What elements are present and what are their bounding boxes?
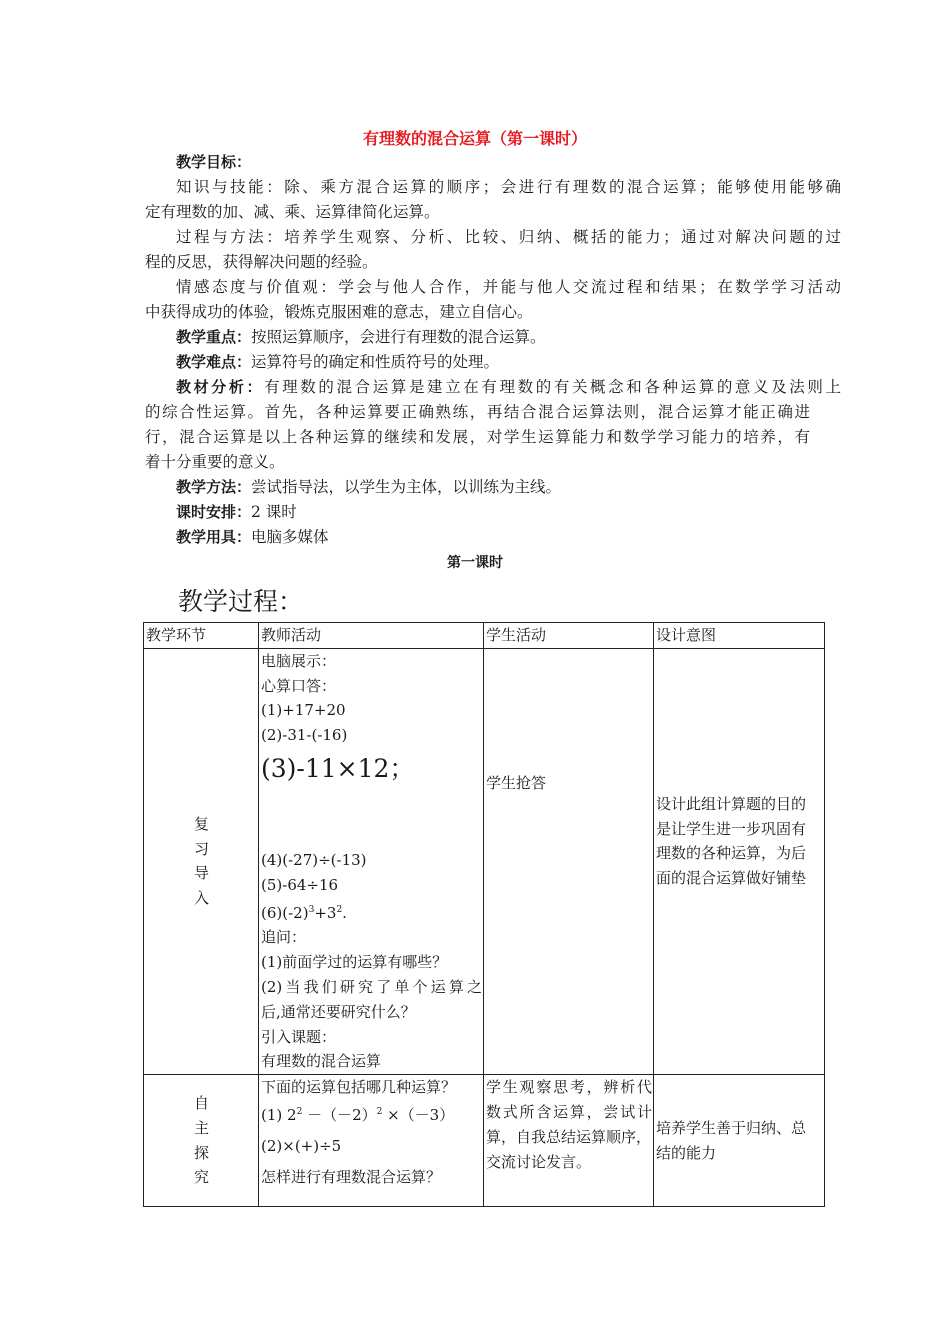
difficulty-label: 教学难点： (176, 353, 252, 371)
teacher-line: 怎样进行有理数混合运算？ (261, 1167, 442, 1186)
teacher-line: 下面的运算包括哪几种运算？ (261, 1078, 457, 1097)
exercise-1: (1)+17+20 (261, 701, 346, 720)
exercise-6: $(6)(-2)^3+3^2$. (261, 903, 347, 922)
stage-review (144, 648, 259, 1074)
teacher-line: 后,通常还要研究什么？ (261, 1002, 416, 1021)
header-stage: 教学环节 (144, 623, 259, 649)
stage-explore-char-3: 探 (193, 1143, 209, 1162)
teacher-line: (2)当我们研究了单个运算之 (261, 977, 482, 996)
intent-line: 面的混合运算做好铺垫 (656, 869, 807, 888)
analysis-line3: 行，混合运算是以上各种运算的继续和发展，对学生运算能力和数学学习能力的培养，有 (145, 428, 810, 446)
process-title: 教学过程： (178, 587, 304, 616)
header-student: 学生活动 (484, 623, 654, 649)
analysis-line1 (145, 375, 841, 400)
teacher-line: 追问： (261, 928, 307, 947)
tools-label: 教学用具： (176, 528, 252, 546)
objective-attitude-line2: 中获得成功的体验，锻炼克服困难的意志，建立自信心。 (145, 303, 533, 321)
student-line: 交流讨论发言。 (486, 1152, 592, 1171)
analysis-line4: 着十分重要的意义。 (145, 453, 285, 471)
teacher-line: 电脑展示： (261, 651, 337, 670)
table-header-row (144, 623, 825, 649)
stage-review-char-2: 习 (193, 839, 209, 858)
intent-line: 结的能力 (656, 1143, 717, 1162)
teacher-line: 心算口答： (261, 676, 337, 695)
teacher-line: (1)前面学过的运算有哪些？ (261, 953, 448, 972)
student-line: 算，自我总结运算顺序， (486, 1127, 652, 1146)
exercise-5: (5)-64÷16 (261, 875, 339, 894)
intent-review (654, 648, 825, 1074)
objective-knowledge-line1: 知识与技能：除、乘方混合运算的顺序；会进行有理数的混合运算；能够使用能够确 (176, 178, 841, 196)
stage-explore (144, 1075, 259, 1207)
teacher-activity-review (259, 648, 484, 1074)
stage-explore-char-1: 自 (193, 1094, 209, 1113)
stage-explore-char-4: 究 (193, 1168, 209, 1187)
stage-review-char-3: 导 (193, 864, 209, 883)
method (145, 475, 841, 500)
exercise-2: (2)-31-(-16) (261, 726, 348, 745)
explore-exercise-1: (1) $2^2 -(-2)^2 \times(-3)$ (261, 1105, 455, 1124)
objectives-label: 教学目标： (176, 153, 252, 171)
difficulty (145, 350, 841, 375)
stage-review-char-1: 复 (193, 814, 209, 833)
key-point-label: 教学重点： (176, 328, 252, 346)
student-activity-explore (484, 1075, 654, 1207)
intent-line: 是让学生进一步巩固有 (656, 819, 807, 838)
student-line: 学生抢答 (486, 774, 547, 793)
student-line: 数式所含运算，尝试计 (486, 1102, 652, 1121)
header-teacher: 教师活动 (259, 623, 484, 649)
doc-title: 有理数的混合运算（第一课时） (362, 129, 587, 148)
schedule-label: 课时安排： (176, 503, 252, 521)
schedule (145, 500, 841, 525)
analysis-text-1: 有理数的混合运算是建立在有理数的有关概念和各种运算的意义及法则上 (264, 378, 841, 396)
tools-text: 电脑多媒体 (251, 528, 329, 546)
key-point (145, 325, 841, 350)
teacher-activity-explore (259, 1075, 484, 1207)
schedule-text: 2 课时 (251, 503, 297, 521)
objectives-heading (145, 150, 810, 175)
analysis-line2: 的综合性运算。首先，各种运算要正确熟练，再结合混合运算法则，混合运算才能正确进 (145, 403, 810, 421)
stage-review-char-4: 入 (193, 889, 209, 908)
student-line: 学生观察思考，辨析代 (486, 1078, 652, 1097)
method-text: 尝试指导法，以学生为主体，以训练为主线。 (251, 478, 562, 496)
teacher-line: 引入课题： (261, 1027, 337, 1046)
header-intent: 设计意图 (654, 623, 825, 649)
lesson-title: 第一课时 (447, 555, 503, 571)
table-row-review (144, 648, 825, 1074)
teacher-line: 有理数的混合运算 (261, 1052, 382, 1071)
table-row-explore (144, 1075, 825, 1207)
intent-line: 设计此组计算题的目的 (656, 794, 807, 813)
exercise-4: (4)(-27)÷(-13) (261, 850, 367, 869)
tools (145, 525, 841, 550)
difficulty-text: 运算符号的确定和性质符号的处理。 (251, 353, 500, 371)
objective-process-line1: 过程与方法：培养学生观察、分析、比较、归纳、概括的能力；通过对解决问题的过 (176, 228, 841, 246)
objective-attitude-line1: 情感态度与价值观：学会与他人合作，并能与他人交流过程和结果；在数学学习活动 (176, 278, 841, 296)
intent-line: 理数的各种运算，为后 (656, 844, 807, 863)
objective-knowledge-line2: 定有理数的加、减、乘、运算律简化运算。 (145, 203, 440, 221)
intent-explore (654, 1075, 825, 1207)
stage-explore-char-2: 主 (193, 1118, 209, 1137)
objective-process-line2: 程的反思，获得解决问题的经验。 (145, 253, 378, 271)
exercise-3: (3)-11×12； (261, 753, 415, 783)
teaching-process-table (143, 622, 825, 1207)
analysis-label: 教材分析： (176, 378, 265, 396)
explore-exercise-2: (2)×(+)÷5 (261, 1136, 342, 1155)
method-label: 教学方法： (176, 478, 252, 496)
student-activity-review (484, 648, 654, 1074)
key-point-text: 按照运算顺序，会进行有理数的混合运算。 (251, 328, 546, 346)
intent-line: 培养学生善于归纳、总 (656, 1118, 807, 1137)
